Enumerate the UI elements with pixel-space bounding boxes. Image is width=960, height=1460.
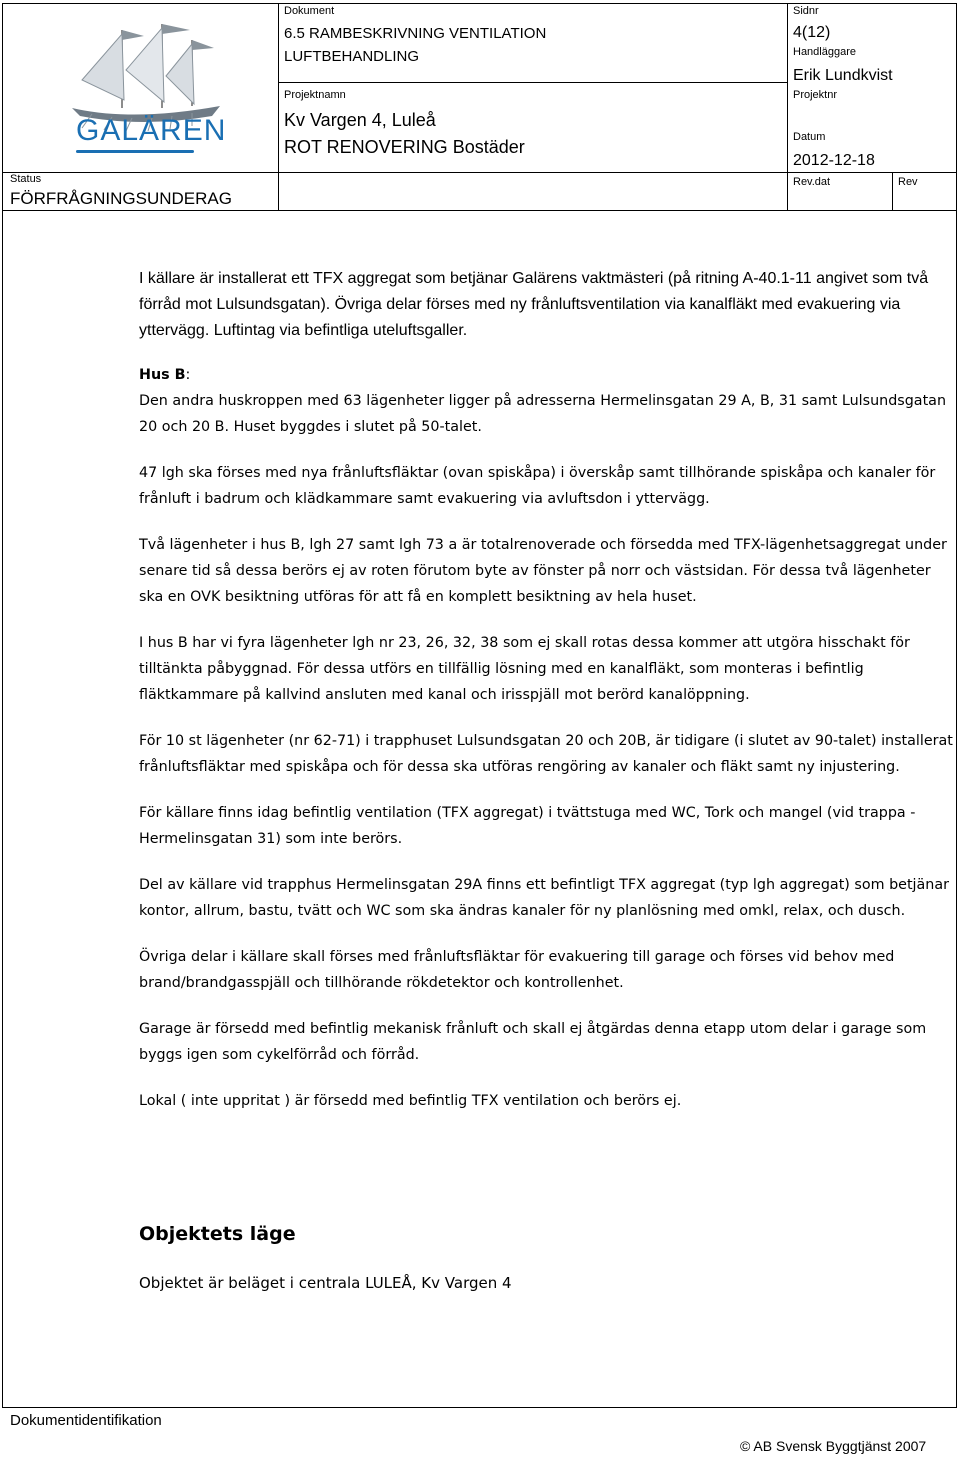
sidnr-value: 4(12) — [793, 24, 831, 41]
revdat-label: Rev.dat — [793, 176, 831, 188]
galaren-logo — [52, 10, 252, 160]
paragraph: Lokal ( inte uppritat ) är försedd med befintlig TFX ventilation och berörs ej. — [139, 1093, 682, 1109]
status-label: Status — [10, 173, 42, 185]
document-title-line1: 6.5 RAMBESKRIVNING VENTILATION — [284, 25, 547, 42]
handlaggare-label: Handläggare — [793, 46, 856, 58]
header-divider — [278, 3, 279, 211]
header-divider — [892, 172, 893, 211]
datum-value: 2012-12-18 — [793, 152, 875, 169]
header-divider — [2, 172, 957, 173]
hus-b-colon: : — [185, 367, 191, 383]
paragraph: Garage är försedd med befintlig mekanisk frånluft och skall ej åtgärdas denna etapp utom delar i garage som byggs igen som cykelförråd och förråd. — [139, 1021, 927, 1063]
handlaggare-value: Erik Lundkvist — [793, 67, 893, 84]
paragraph: Två lägenheter i hus B, lgh 27 samt lgh 73 a är totalrenoverade och försedda med TFX-lägenhetsaggregat under senare tid så dessa berörs ej av roten förutom byte av fönster på norr och västsidan. För dessa två lägenheter ska en OVK besiktning utföras för att få en komplett besiktning av hela huset. — [139, 537, 947, 605]
document-body — [139, 266, 954, 1134]
hus-b-heading: Hus B — [139, 367, 186, 383]
document-label: Dokument — [284, 5, 335, 17]
paragraph: Del av källare vid trapphus Hermelinsgatan 29A finns ett befintligt TFX aggregat (typ lgh aggregat) som betjänar kontor, allrum, bastu, tvätt och WC som ska ändras kanaler för ny planlösning med omkl, relax, och dusch. — [139, 877, 949, 919]
paragraph: För källare finns idag befintlig ventilation (TFX aggregat) i tvättstuga med WC, Tork och mangel (vid trappa - Hermelinsgatan 31) som inte berörs. — [139, 805, 916, 847]
paragraph: Den andra huskroppen med 63 lägenheter ligger på adresserna Hermelinsgatan 29 A, B, 31 samt Lulsundsgatan 20 och 20 B. Huset byggdes i slutet på 50-talet. — [139, 393, 946, 435]
intro-paragraph: I källare är installerat ett TFX aggregat som betjänar Galärens vaktmästeri (på ritning A-40.1-11 angivet som två förråd mot Lulsundsgatan). Övriga delar förses med ny frånluftsventilation via kanalfläkt med evakuering via yttervägg. Luftintag via befintliga uteluftsgaller. — [139, 270, 929, 339]
document-id-label: Dokumentidentifikation — [10, 1412, 162, 1429]
logo-text: GALÄREN — [76, 114, 227, 147]
rev-label: Rev — [898, 176, 918, 188]
section-heading: Objektets läge — [139, 1223, 296, 1245]
projektnr-label: Projektnr — [793, 89, 838, 101]
logo-wave — [76, 150, 194, 153]
sidnr-label: Sidnr — [793, 5, 819, 17]
projectname-line2: ROT RENOVERING Bostäder — [284, 137, 525, 157]
datum-label: Datum — [793, 131, 826, 143]
header-divider — [278, 82, 787, 83]
copyright-text: © AB Svensk Byggtjänst 2007 — [740, 1438, 927, 1454]
status-value: FÖRFRÅGNINGSUNDERAG — [10, 189, 232, 208]
projectname-line1: Kv Vargen 4, Luleå — [284, 110, 436, 130]
header-divider — [787, 3, 788, 211]
paragraph: I hus B har vi fyra lägenheter lgh nr 23, 26, 32, 38 som ej skall rotas dessa kommer att utgöra hisschakt för tilltänkta påbyggnad. För dessa utförs en tillfällig lösning med en kanalfläkt, som monteras i befintlig fläktkammare på kallvind ansluten med kanal och irisspjäll mot berörd kanalöppning. — [139, 635, 910, 703]
projectname-label: Projektnamn — [284, 89, 346, 101]
document-title-line2: LUFTBEHANDLING — [284, 48, 420, 65]
paragraph: För 10 st lägenheter (nr 62-71) i trapphuset Lulsundsgatan 20 och 20B, är tidigare (i slutet av 90-talet) installerat frånluftsfläktar med spiskåpa och för dessa ska utföras rengöring av kanaler och fläkt samt ny injustering. — [139, 733, 953, 775]
location-text: Objektet är beläget i centrala LULEÅ, Kv Vargen 4 — [139, 1274, 512, 1292]
paragraph: Övriga delar i källare skall förses med frånluftsfläktar för evakuering till garage och förses vid behov med brand/brandgasspjäll och tillhörande rökdetektor och kontrollenhet. — [139, 949, 895, 991]
paragraph: 47 lgh ska förses med nya frånluftsfläktar (ovan spiskåpa) i överskåp samt tillhörande spiskåpa och kanaler för frånluft i badrum och klädkammare samt evakuering via avluftsdon i yttervägg. — [139, 465, 936, 507]
hus-b-heading-line — [139, 362, 954, 388]
